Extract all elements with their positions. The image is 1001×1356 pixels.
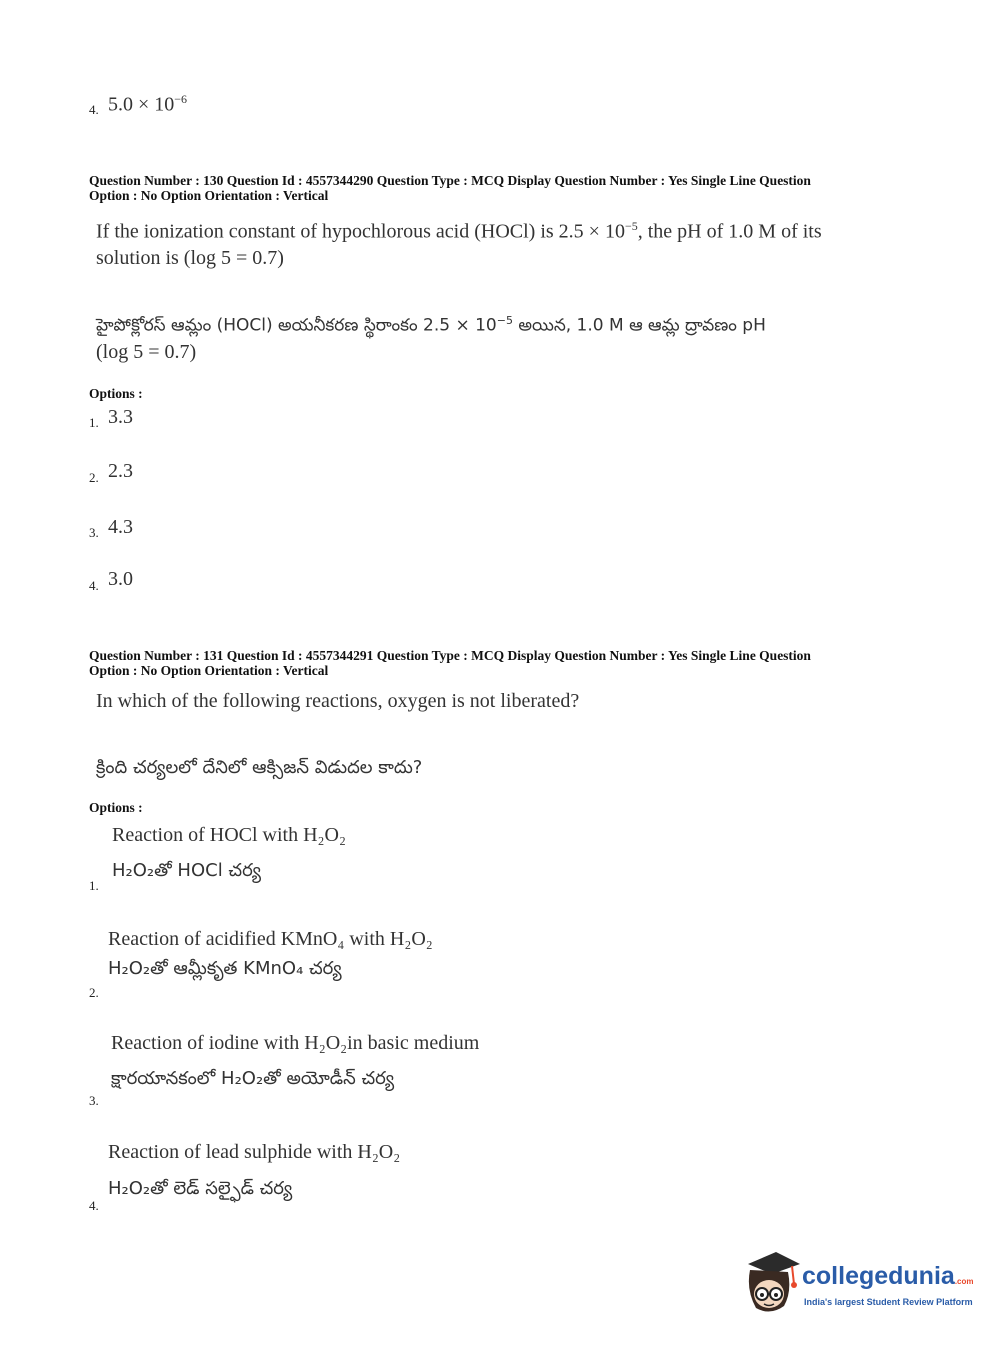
- option-text-english[interactable]: Reaction of iodine with H₂O₂in basic medium: [111, 1032, 480, 1054]
- brand-tagline: India's largest Student Review Platform: [804, 1297, 973, 1307]
- question-text-english-130: If the ionization constant of hypochlorous acid (HOCl) is $2.5 \times 10^{-5}$, the pH of 1.0 M of its solution is (log 5 = 0.7): [96, 219, 822, 269]
- option-number: 4.: [89, 1198, 99, 1213]
- mascot-icon: [742, 1250, 802, 1316]
- option-value[interactable]: 2.3: [108, 460, 133, 482]
- option-number: 3.: [89, 1093, 99, 1108]
- option-number: 3.: [89, 525, 99, 540]
- option-text-telugu[interactable]: H₂O₂తో లెడ్ సల్ఫైడ్ చర్య: [108, 1178, 293, 1199]
- option-text-english[interactable]: Reaction of lead sulphide with H₂O₂: [108, 1141, 401, 1163]
- brand-name: collegedunia.com: [802, 1262, 974, 1290]
- option-text-telugu[interactable]: H₂O₂తో HOCl చర్య: [112, 860, 262, 881]
- option-value: $5.0 \times 10^{-6}$: [108, 92, 188, 116]
- question-text-english-131: In which of the following reactions, oxygen is not liberated?: [96, 690, 580, 712]
- option-number: 1.: [89, 878, 99, 893]
- option-number: 1.: [89, 415, 99, 430]
- option-text-telugu[interactable]: H₂O₂తో ఆమ్లీకృత KMnO₄ చర్య: [108, 958, 342, 979]
- option-number: 4.: [89, 102, 99, 117]
- collegedunia-logo: [742, 1250, 972, 1320]
- option-number: 4.: [89, 578, 99, 593]
- option-value[interactable]: 3.3: [108, 406, 133, 428]
- options-label: Options :: [89, 800, 143, 815]
- question-text-telugu-130: హైపోక్లోరస్ ఆమ్లం (HOCl) అయనీకరణ స్థిరాంకం $2.5 \times 10^{-5}$ అయిన, 1.0 M ఆ ఆమ్ల ద్రావణం pH (log 5 = 0.7): [96, 314, 766, 363]
- option-text-english[interactable]: Reaction of acidified KMnO₄ with H₂O₂: [108, 928, 433, 950]
- option-number: 2.: [89, 470, 99, 485]
- option-value[interactable]: 3.0: [108, 568, 133, 590]
- option-number: 2.: [89, 985, 99, 1000]
- option-text-english[interactable]: Reaction of HOCl with H₂O₂: [112, 824, 346, 846]
- option-value[interactable]: 4.3: [108, 516, 133, 538]
- options-label: Options :: [89, 386, 143, 401]
- question-meta-131: Question Number : 131 Question Id : 4557344291 Question Type : MCQ Display Question Number : Yes Single Line Question Option : No Option Orientation : Vertical: [89, 648, 811, 678]
- question-meta-130: Question Number : 130 Question Id : 4557344290 Question Type : MCQ Display Question Number : Yes Single Line Question Option : No Option Orientation : Vertical: [89, 173, 811, 203]
- option-text-telugu[interactable]: క్షారయానకంలో H₂O₂తో అయోడీన్ చర్య: [111, 1068, 395, 1089]
- question-text-telugu-131: క్రింది చర్యలలో దేనిలో ఆక్సిజన్ విడుదల కాదు?: [96, 757, 423, 778]
